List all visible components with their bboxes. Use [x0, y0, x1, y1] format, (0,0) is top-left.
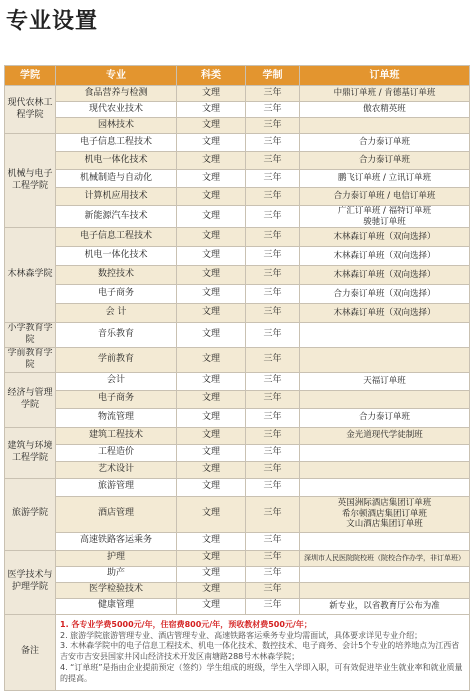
college-name: 医学技术与护理学院: [5, 550, 56, 614]
category: 文理: [177, 566, 246, 582]
category: 文理: [177, 347, 246, 372]
table-body: [5, 86, 470, 691]
college-name: 建筑与环境工程学院: [5, 427, 56, 478]
duration: 三年: [246, 390, 300, 408]
order-class: 木林森订单班（双向选择）: [300, 266, 470, 285]
table-row: [5, 598, 470, 614]
header-duration: 学制: [246, 66, 300, 86]
duration: 三年: [246, 496, 300, 532]
note-line: 3. 木林森学院中的电子信息工程技术、机电一体化技术、数控技术、电子商务、会计5个专业的培养地点为江西省吉安市吉安县国家井冈山经济技术开发区南塘路288号木林森学院；: [60, 641, 460, 662]
major-name: 护理: [56, 550, 177, 566]
order-class: [300, 532, 470, 550]
category: 文理: [177, 152, 246, 170]
major-name: 机电一体化技术: [56, 152, 177, 170]
order-class: 合力泰订单班: [300, 134, 470, 152]
order-class: 鹏飞订单班 / 立讯订单班: [300, 170, 470, 188]
notes-content: [56, 614, 470, 690]
table-row: [5, 496, 470, 532]
order-class: 金光道现代学徒制班: [300, 427, 470, 444]
major-name: 旅游管理: [56, 478, 177, 496]
major-name: 会计: [56, 372, 177, 390]
category: 文理: [177, 228, 246, 247]
order-class: 深圳市人民医院院校班（院校合作办学，非订单班）: [300, 550, 470, 566]
note-line: 4. “订单班”是指由企业提前预定（签约）学生组成的班级，学生入学即入职，可有效促进毕业生就业率和就业质量的提高。: [60, 662, 463, 683]
order-class: [300, 444, 470, 461]
major-name: 医学检验技术: [56, 582, 177, 598]
duration: 三年: [246, 285, 300, 304]
major-name: 助产: [56, 566, 177, 582]
order-class: 合力泰订单班 / 电信订单班: [300, 188, 470, 206]
category: 文理: [177, 134, 246, 152]
major-name: 食品营养与检测: [56, 86, 177, 102]
college-name: 旅游学院: [5, 478, 56, 550]
major-name: 园林技术: [56, 118, 177, 134]
table-row: [5, 372, 470, 390]
table-row: [5, 102, 470, 118]
duration: 三年: [246, 102, 300, 118]
table-row: [5, 206, 470, 228]
major-name: 健康管理: [56, 598, 177, 614]
duration: 三年: [246, 444, 300, 461]
duration: 三年: [246, 206, 300, 228]
major-name: 电子商务: [56, 285, 177, 304]
category: 文理: [177, 582, 246, 598]
major-name: 现代农业技术: [56, 102, 177, 118]
category: 文理: [177, 478, 246, 496]
duration: 三年: [246, 478, 300, 496]
duration: 三年: [246, 347, 300, 372]
college-name: 机械与电子工程学院: [5, 134, 56, 228]
major-name: 数控技术: [56, 266, 177, 285]
category: 文理: [177, 372, 246, 390]
table-row: [5, 134, 470, 152]
order-class: [300, 118, 470, 134]
order-class: [300, 478, 470, 496]
table-row: [5, 247, 470, 266]
note-line: 2. 旅游学院旅游管理专业、酒店管理专业、高速铁路客运乘务专业均需面试，具体要求详见专业介绍；: [60, 630, 423, 640]
major-name: 建筑工程技术: [56, 427, 177, 444]
category: 文理: [177, 206, 246, 228]
category: 文理: [177, 285, 246, 304]
category: 文理: [177, 550, 246, 566]
order-class: 新专业，以省教育厅公布为准: [300, 598, 470, 614]
order-class: [300, 390, 470, 408]
major-name: 机电一体化技术: [56, 247, 177, 266]
major-name: 会 计: [56, 304, 177, 323]
order-class: 合力泰订单班（双向选择）: [300, 285, 470, 304]
table-row: [5, 266, 470, 285]
college-name: 现代农林工程学院: [5, 86, 56, 134]
category: 文理: [177, 427, 246, 444]
duration: 三年: [246, 427, 300, 444]
major-name: 工程造价: [56, 444, 177, 461]
notes-row: [5, 614, 470, 690]
table-header-row: [5, 66, 470, 86]
category: 文理: [177, 86, 246, 102]
order-class: 广汇订单班 / 福特订单班 骏驰订单班: [300, 206, 470, 228]
header-order-class: 订单班: [300, 66, 470, 86]
order-class: 傲农精英班: [300, 102, 470, 118]
category: 文理: [177, 532, 246, 550]
order-class: [300, 347, 470, 372]
duration: 三年: [246, 532, 300, 550]
order-class: [300, 582, 470, 598]
category: 文理: [177, 188, 246, 206]
major-name: 酒店管理: [56, 496, 177, 532]
duration: 三年: [246, 118, 300, 134]
college-name: 小学教育学院: [5, 323, 56, 347]
major-name: 音乐教育: [56, 323, 177, 347]
table-row: [5, 390, 470, 408]
order-class: 木林森订单班（双向选择）: [300, 228, 470, 247]
majors-table: [4, 65, 470, 691]
category: 文理: [177, 266, 246, 285]
category: 文理: [177, 408, 246, 427]
category: 文理: [177, 461, 246, 478]
category: 文理: [177, 102, 246, 118]
table-row: [5, 478, 470, 496]
order-class: 合力泰订单班: [300, 408, 470, 427]
table-row: [5, 461, 470, 478]
header-college: 学院: [5, 66, 56, 86]
major-name: 新能源汽车技术: [56, 206, 177, 228]
header-major: 专业: [56, 66, 177, 86]
duration: 三年: [246, 582, 300, 598]
order-class: 木林森订单班（双向选择）: [300, 304, 470, 323]
category: 文理: [177, 390, 246, 408]
duration: 三年: [246, 408, 300, 427]
duration: 三年: [246, 188, 300, 206]
table-row: [5, 188, 470, 206]
order-class: 英国洲际酒店集团订单班 希尔顿酒店集团订单班 文山酒店集团订单班: [300, 496, 470, 532]
duration: 三年: [246, 247, 300, 266]
page-title: 专业设置: [6, 9, 99, 34]
major-name: 艺术设计: [56, 461, 177, 478]
table-row: [5, 408, 470, 427]
major-name: 计算机应用技术: [56, 188, 177, 206]
category: 文理: [177, 598, 246, 614]
table-row: [5, 427, 470, 444]
table-row: [5, 228, 470, 247]
table-row: [5, 285, 470, 304]
table-row: [5, 532, 470, 550]
category: 文理: [177, 444, 246, 461]
order-class: [300, 566, 470, 582]
category: 文理: [177, 170, 246, 188]
table-row: [5, 444, 470, 461]
duration: 三年: [246, 372, 300, 390]
order-class: [300, 323, 470, 347]
category: 文理: [177, 118, 246, 134]
table-row: [5, 304, 470, 323]
college-name: 木林森学院: [5, 228, 56, 323]
duration: 三年: [246, 86, 300, 102]
table-row: [5, 566, 470, 582]
major-name: 电子信息工程技术: [56, 134, 177, 152]
order-class: 合力泰订单班: [300, 152, 470, 170]
major-name: 物流管理: [56, 408, 177, 427]
table-row: [5, 118, 470, 134]
table-row: [5, 170, 470, 188]
duration: 三年: [246, 461, 300, 478]
duration: 三年: [246, 598, 300, 614]
duration: 三年: [246, 134, 300, 152]
table-row: [5, 86, 470, 102]
college-name: 经济与管理学院: [5, 372, 56, 427]
duration: 三年: [246, 323, 300, 347]
duration: 三年: [246, 304, 300, 323]
duration: 三年: [246, 228, 300, 247]
duration: 三年: [246, 170, 300, 188]
duration: 三年: [246, 550, 300, 566]
major-name: 学前教育: [56, 347, 177, 372]
category: 文理: [177, 304, 246, 323]
order-class: [300, 461, 470, 478]
duration: 三年: [246, 152, 300, 170]
major-name: 高速铁路客运乘务: [56, 532, 177, 550]
order-class: 天福订单班: [300, 372, 470, 390]
order-class: 木林森订单班（双向选择）: [300, 247, 470, 266]
order-class: 中鼎订单班 / 肯德基订单班: [300, 86, 470, 102]
notes-label: 备注: [5, 614, 56, 690]
duration: 三年: [246, 266, 300, 285]
category: 文理: [177, 323, 246, 347]
duration: 三年: [246, 566, 300, 582]
category: 文理: [177, 496, 246, 532]
table-row: [5, 347, 470, 372]
major-name: 电子商务: [56, 390, 177, 408]
table-row: [5, 582, 470, 598]
table-row: [5, 152, 470, 170]
category: 文理: [177, 247, 246, 266]
table-row: [5, 323, 470, 347]
table-row: [5, 550, 470, 566]
note-line: 1. 各专业学费5000元/年，住宿费800元/年，预收教材费500元/年；: [60, 619, 312, 629]
header-category: 科类: [177, 66, 246, 86]
college-name: 学前教育学院: [5, 347, 56, 372]
major-name: 机械制造与自动化: [56, 170, 177, 188]
major-name: 电子信息工程技术: [56, 228, 177, 247]
